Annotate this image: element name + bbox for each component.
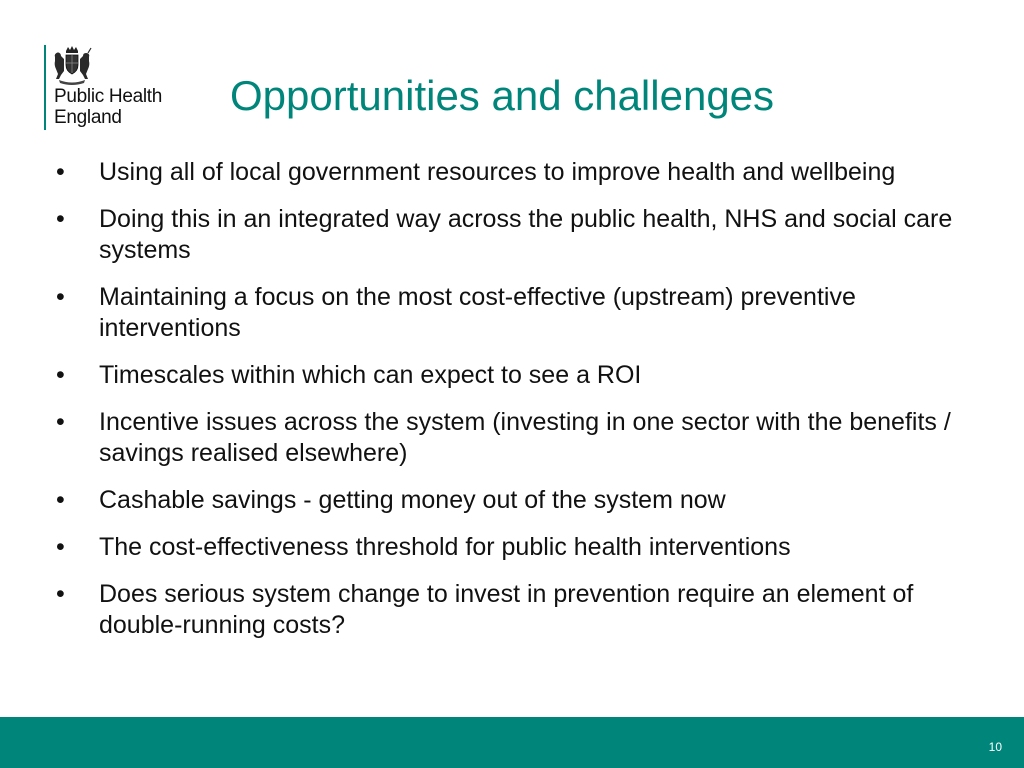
bullet-item	[56, 360, 976, 391]
bullet-text: Maintaining a focus on the most cost-effective (upstream) preventive interventions	[99, 283, 856, 342]
bullet-point-icon: •	[56, 580, 65, 608]
bullet-text: Timescales within which can expect to see a ROI	[99, 361, 642, 389]
logo-text-line-1: Public Health	[54, 86, 163, 107]
bullet-item	[56, 532, 976, 563]
bullet-list	[56, 157, 976, 657]
organisation-logo	[54, 86, 162, 128]
bullet-item	[56, 485, 976, 516]
bullet-point-icon: •	[56, 408, 65, 436]
bullet-item	[56, 157, 976, 188]
bullet-point-icon: •	[56, 361, 65, 389]
bullet-item	[56, 407, 976, 469]
bullet-point-icon: •	[56, 486, 65, 514]
slide-title: Opportunities and challenges	[230, 72, 775, 119]
bullet-item	[56, 204, 976, 266]
bullet-point-icon: •	[56, 283, 65, 311]
bullet-text: Does serious system change to invest in prevention require an element of double-running costs?	[99, 580, 914, 639]
bullet-point-icon: •	[56, 205, 65, 233]
bullet-item	[56, 282, 976, 344]
bullet-text: Doing this in an integrated way across the public health, NHS and social care systems	[99, 205, 953, 264]
bullet-text: Cashable savings - getting money out of the system now	[99, 486, 726, 514]
bullet-point-icon: •	[56, 533, 65, 561]
bullet-text: The cost-effectiveness threshold for public health interventions	[99, 533, 791, 561]
bullet-point-icon: •	[56, 158, 65, 186]
page-number: 10	[988, 740, 1002, 754]
royal-coat-of-arms-icon	[51, 45, 93, 85]
logo-divider	[44, 45, 46, 130]
footer-band	[0, 717, 1024, 768]
bullet-text: Incentive issues across the system (investing in one sector with the benefits / savings realised elsewhere)	[99, 408, 951, 467]
bullet-item	[56, 579, 976, 641]
logo-text-line-2: England	[54, 107, 122, 128]
bullet-text: Using all of local government resources to improve health and wellbeing	[99, 158, 896, 186]
